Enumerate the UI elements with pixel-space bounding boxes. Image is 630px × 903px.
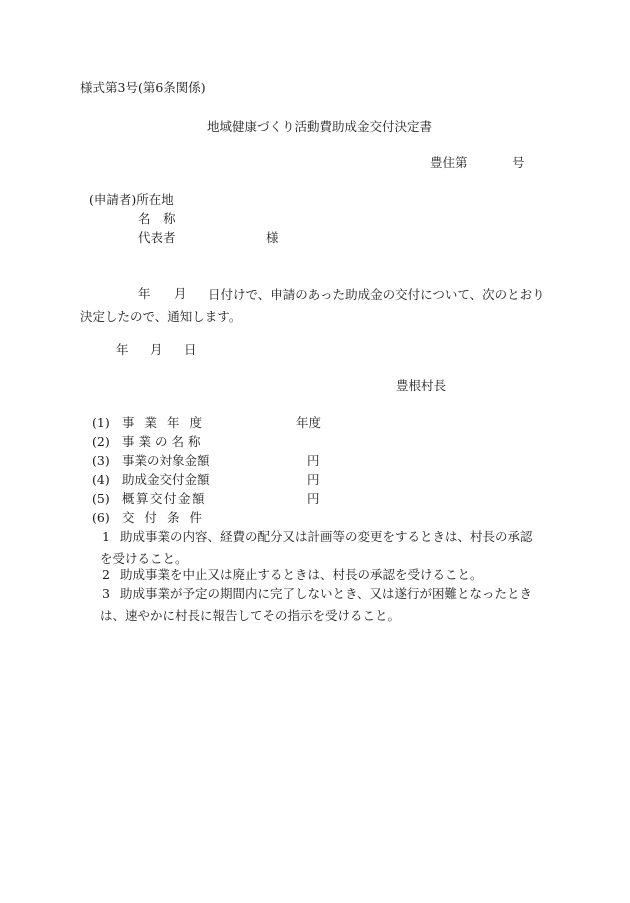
item-label: 概算交付金額	[122, 491, 207, 506]
date-year: 年	[116, 342, 129, 357]
condition-text: 助成事業が予定の期間内に完了しないとき、又は遂行が困難となったときは、速やかに村長に報告してその指示を受けること。	[100, 586, 533, 623]
item-label: 事業の名称	[122, 434, 205, 449]
item-number: (5)	[92, 491, 110, 506]
honorific: 様	[266, 230, 279, 245]
form-label: 様式第3号(第6条関係)	[80, 80, 206, 95]
item-unit: 円	[307, 453, 320, 468]
doc-number-prefix: 豊住第	[430, 155, 468, 170]
item-number: (2)	[92, 434, 110, 449]
item-unit: 年度	[296, 415, 322, 430]
body-month: 月	[174, 286, 187, 301]
applicant-rep-label: 代表者	[138, 230, 176, 245]
item-label: 交付条件	[122, 510, 213, 525]
item-number: (4)	[92, 472, 110, 487]
item-label: 事業年度	[122, 415, 213, 430]
item-number: (6)	[92, 510, 110, 525]
item-label: 助成金交付金額	[122, 472, 210, 487]
condition-number: 1	[102, 529, 110, 544]
body-year: 年	[138, 286, 151, 301]
condition-number: 3	[102, 586, 110, 601]
item-number: (1)	[92, 415, 110, 430]
body-text: 日付けで、申請のあった助成金の交付について、次のとおり決定したので、通知します。	[80, 287, 545, 324]
date-day: 日	[184, 342, 197, 357]
item-label: 事業の対象金額	[122, 453, 210, 468]
doc-number-suffix: 号	[512, 155, 525, 170]
item-number: (3)	[92, 453, 110, 468]
applicant-address-label: (申請者)所在地	[89, 192, 174, 207]
condition-number: 2	[102, 567, 110, 582]
item-unit: 円	[307, 472, 320, 487]
applicant-name-label: 名 称	[138, 211, 176, 226]
date-month: 月	[150, 342, 163, 357]
document-title: 地域健康づくり活動費助成金交付決定書	[207, 119, 433, 134]
condition-text: 助成事業の内容、経費の配分又は計画等の変更をするときは、村長の承認を受けること。	[100, 529, 533, 566]
issuer: 豊根村長	[396, 378, 447, 393]
item-unit: 円	[307, 491, 320, 506]
condition-text: 助成事業を中止又は廃止するときは、村長の承認を受けること。	[120, 567, 483, 582]
